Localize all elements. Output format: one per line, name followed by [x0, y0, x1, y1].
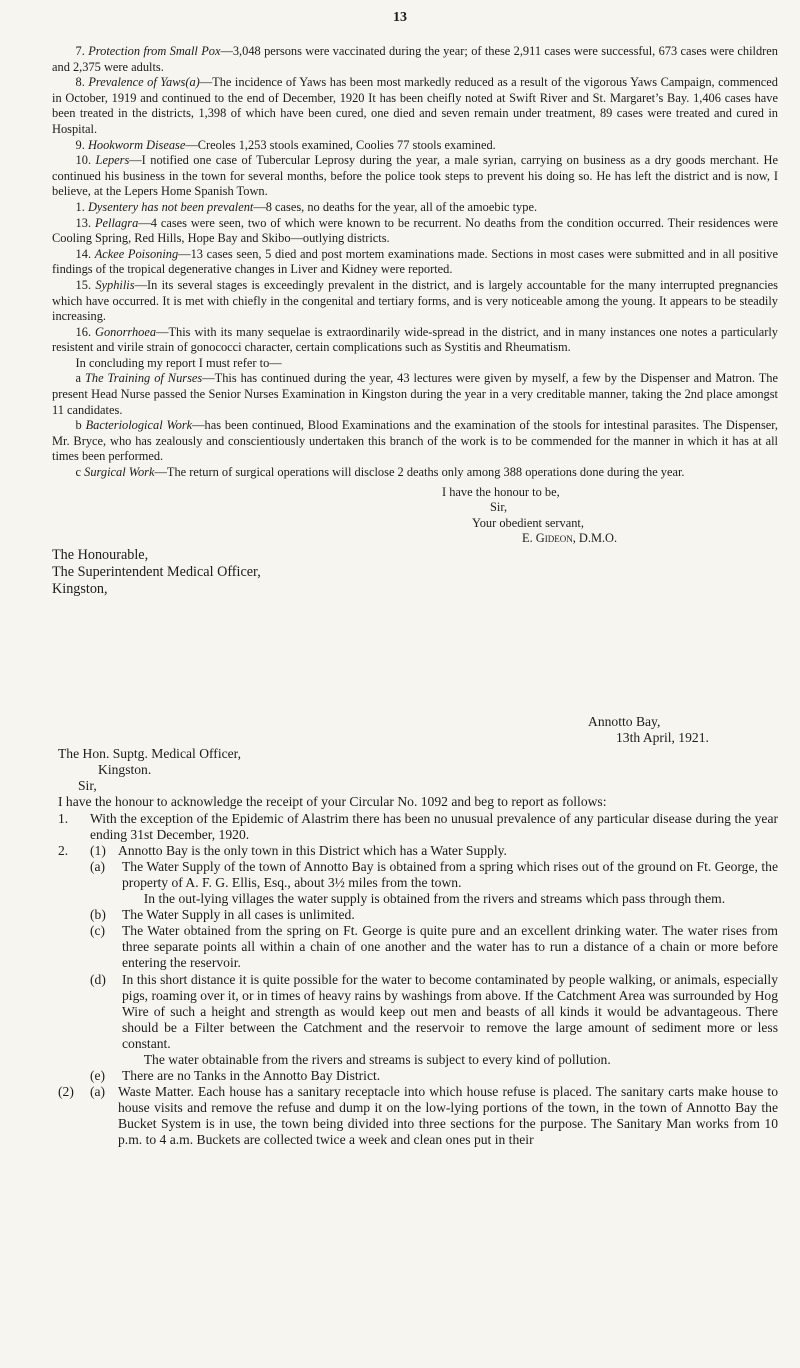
- item-1: 1. With the exception of the Epidemic of Alastrim there has been no unusual prevalence of any particular disease during the year ending 31st December, 1920.: [58, 810, 778, 842]
- water-item-a: (a) The Water Supply of the town of Annotto Bay is obtained from a spring which rises out of the ground on Ft. George, the property of A. F. G. Ellis, Esq., about 3½ miles from the town.: [90, 858, 778, 890]
- item-2-2: (2) (a) Waste Matter. Each house has a sanitary receptacle into which house refuse is placed. The sanitary carts make house to house visits and remove the refuse and dump it on the low-lying portions of the town, in the town of Annotto Bay the Bucket System is in use, the town being divided into three sections for the purpose. The Sanitary Man works from 10 p.m. to 4 a.m. Buckets are collected twice a week and clean ones put in their: [58, 1084, 778, 1148]
- address-line: The Hon. Suptg. Medical Officer,: [58, 746, 242, 762]
- paragraph-16: 16. Gonorrhoea—This with its many sequelae is extraordinarily wide-spread in the district, and in many instances one notes a particularly resistent and virile strain of gonococci character, certain complications such as Systitis and Rheumatism.: [52, 324, 778, 355]
- address-line: The Superintendent Medical Officer,: [52, 564, 261, 580]
- paragraph-9: 9. Hookworm Disease—Creoles 1,253 stools examined, Coolies 77 stools examined.: [75, 137, 496, 152]
- report-part-1: [52, 44, 778, 598]
- signature-name: E. Gideon, D.M.O.: [522, 531, 618, 546]
- letter-date: 13th April, 1921.: [616, 730, 709, 746]
- signoff-line: Your obedient servant,: [472, 515, 584, 530]
- paragraph-15: 15. Syphilis—In its several stages is exceedingly prevalent in the district, and is largely accountable for the many interrupted pregnancies which have occurred. It is met with chiefly in the congenital and tertiary forms, and is very noticeable among the young. It appears to be steadily increasing.: [52, 277, 778, 324]
- letter-intro: I have the honour to acknowledge the receipt of your Circular No. 1092 and beg to report as follows:: [58, 794, 607, 810]
- sub-item-a: a The Training of Nurses—This has continued during the year, 43 lectures were given by myself, a few by the Dispenser and Matron. The present Head Nurse passed the Senior Nurses Examination in Kingston during the year in a very creditable manner, taking the 2nd place amongst 11 candidates.: [52, 371, 778, 417]
- address-line: Kingston,: [52, 581, 108, 597]
- item-2-1: 2. (1) Annotto Bay is the only town in this District which has a Water Supply.: [58, 842, 507, 858]
- page-number: 13: [393, 10, 407, 25]
- water-item-rivers: The water obtainable from the rivers and streams is subject to every kind of pollution.: [143, 1051, 611, 1067]
- address-line: Kingston.: [98, 762, 152, 778]
- water-item-e: (e) There are no Tanks in the Annotto Bay District.: [90, 1068, 381, 1084]
- water-item-b: (b) The Water Supply in all cases is unlimited.: [90, 907, 355, 923]
- paragraph-14: 14. Ackee Poisoning—13 cases seen, 5 died and post mortem examinations made. Sections in most cases were submitted and in all positive findings of the tropical degenerative changes in Liver and Kidney were reported.: [52, 246, 778, 277]
- concluding-line: In concluding my report I must refer to—: [75, 355, 282, 370]
- signoff-line: Sir,: [490, 500, 508, 515]
- addressee-block: [52, 547, 778, 598]
- address-line: The Honourable,: [52, 547, 149, 563]
- water-item-villages: In the out-lying villages the water supply is obtained from the rivers and streams which pass through them.: [143, 891, 726, 907]
- paragraph-10: 10. Lepers—I notified one case of Tubercular Leprosy during the year, a male syrian, carrying on business as a dry goods merchant. He continued his business in the town for several months, before the police took steps to prevent his doing so. He has left the district and is now, I believe, at the Lepers Home Spanish Town.: [52, 153, 778, 199]
- sub-item-b: b Bacteriological Work—has been continued, Blood Examinations and the examination of the stools for intestinal parasites. The Dispenser, Mr. Bryce, who has zealously and conscientiously undertaken this branch of the work is to be commended for the manner in which it has at all times been performed.: [52, 418, 779, 464]
- signoff-line: I have the honour to be,: [442, 484, 560, 499]
- letter-place: Annotto Bay,: [588, 714, 661, 729]
- salutation: Sir,: [78, 778, 97, 794]
- report-part-2: [58, 714, 778, 1149]
- signoff: [52, 485, 778, 547]
- paragraph-8: 8. Prevalence of Yaws(a)—The incidence of Yaws has been most markedly reduced as a result of the vigorous Yaws Campaign, commenced in October, 1919 and continued to the end of December, 1920 It has been cheifly noted at Swift River and St. Margaret’s Bay. 1,406 cases have been treated in the districts, 1,398 of which have been cured, one died and seven remain under treatment, 89 cases were treated and cured in Hospital.: [52, 75, 778, 136]
- paragraph-dysentery: 1. Dysentery has not been prevalent—8 cases, no deaths for the year, all of the amoebic type.: [75, 199, 538, 214]
- sub-item-c: c Surgical Work—The return of surgical operations will disclose 2 deaths only among 388 operations done during the year.: [75, 465, 685, 480]
- letter-addressee: [58, 746, 778, 794]
- paragraph-7: 7. Protection from Small Pox—3,048 persons were vaccinated during the year; of these 2,911 cases were successful, 673 cases were children and 2,375 were adults.: [52, 44, 778, 74]
- water-supply-list: [58, 859, 778, 1084]
- water-item-c: (c) The Water obtained from the spring on Ft. George is quite pure and an excellent drinking water. The water rises from three separate points all within a chain of one another and the water has to run a distance of a chain or more before entering the reservoir.: [90, 923, 778, 971]
- paragraph-13: 13. Pellagra—4 cases were seen, two of which were known to be recurrent. No deaths from the condition occurred. Their residences were Cooling Spring, Red Hills, Hope Bay and Skibo—outlying districts.: [52, 215, 778, 246]
- water-item-d: (d) In this short distance it is quite possible for the water to become contaminated by people walking, or animals, especially pigs, roaming over it, or in times of heavy rains by washings from above. If the Catchment Area was surrounded by Hog Wire of such a height and strength as would keep out men and beasts of all kinds it would be advantageous. There should be a Filter between the Catchment and the reservoir to remove the large amount of sediment more or less constant.: [90, 971, 778, 1051]
